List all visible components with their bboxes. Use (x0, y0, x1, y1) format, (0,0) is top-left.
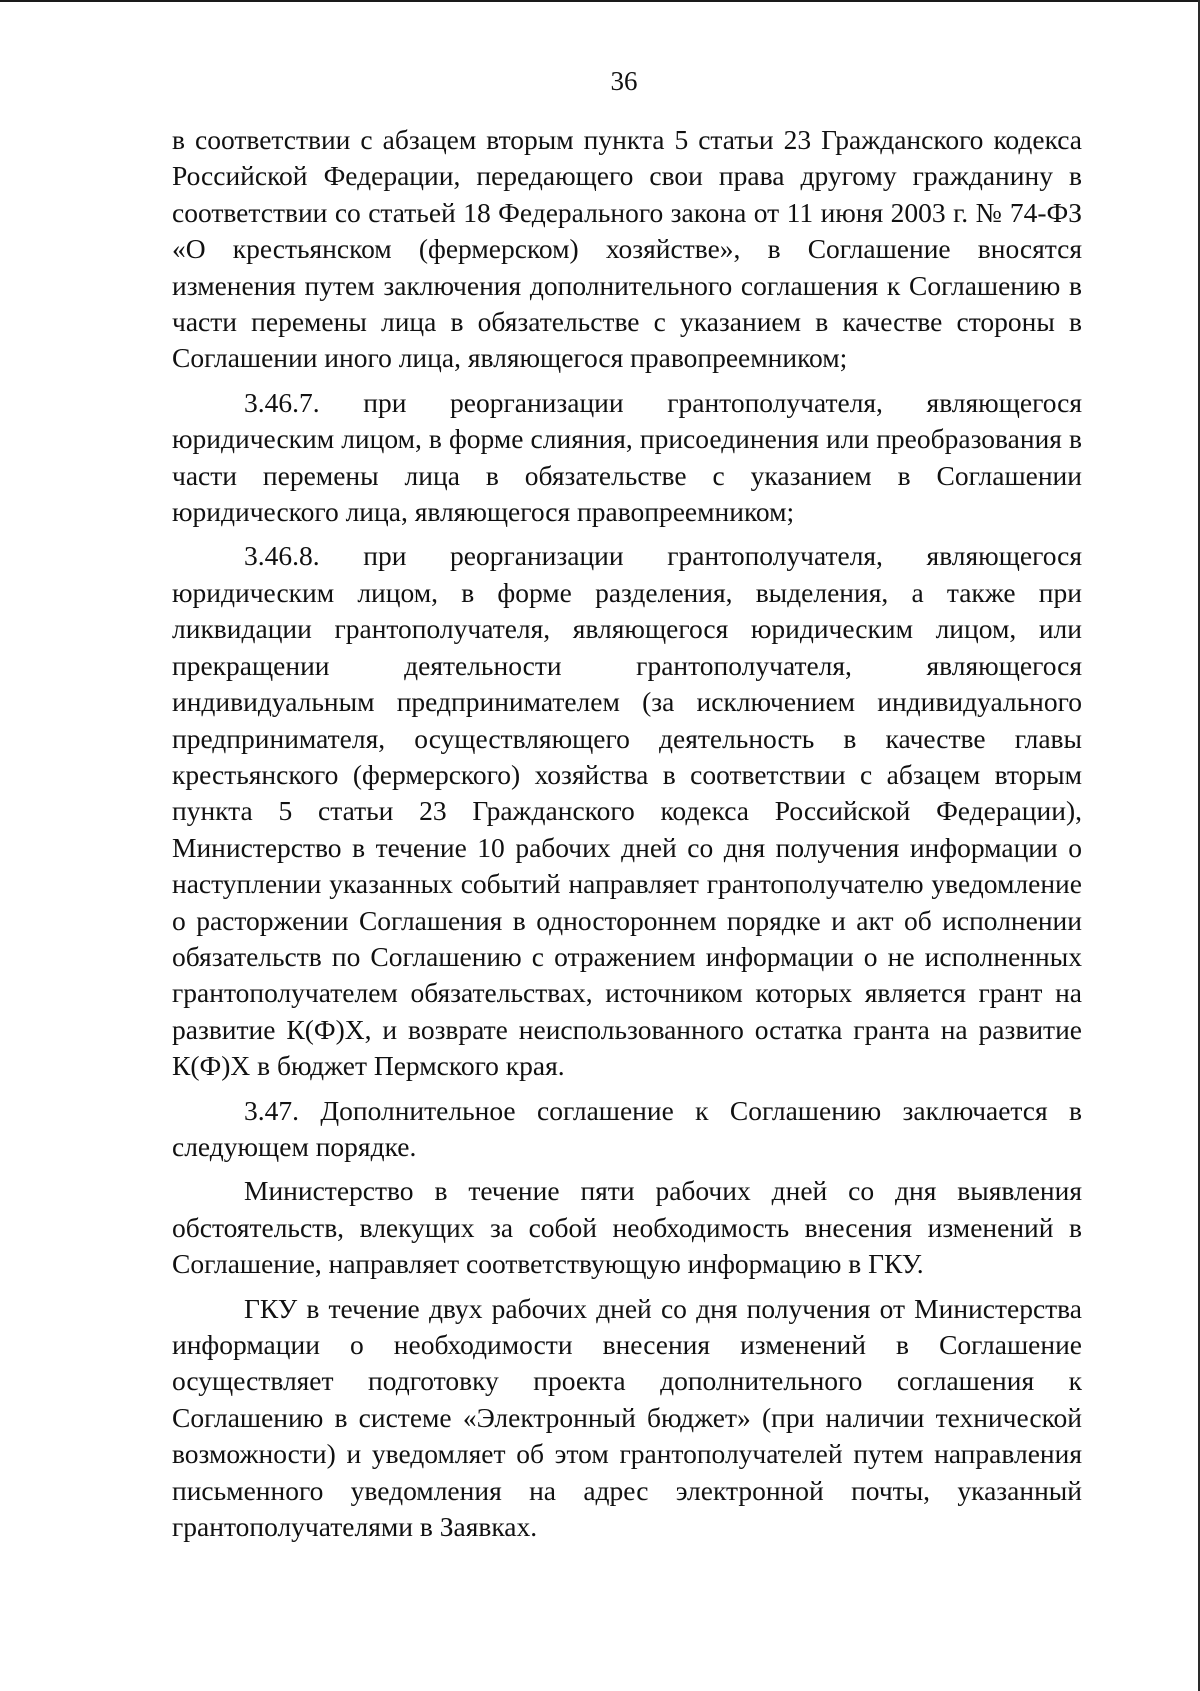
paragraph-gku-procedure: ГКУ в течение двух рабочих дней со дня получения от Министерства информации о необходимости внесения изменений в Соглашение осуществляет подготовку проекта дополнительного соглашения к Соглашению в системе «Электронный бюджет» (при наличии технической возможности) и уведомляет об этом грантополучателей путем направления письменного уведомления на адрес электронной почты, указанный грантополучателями в Заявках. (172, 1292, 1082, 1543)
paragraph-3-46-7: 3.46.7. при реорганизации грантополучателя, являющегося юридическим лицом, в форме слияния, присоединения или преобразования в части перемены лица в обязательстве с указанием в Соглашении юридического лица, являющегося правопреемником; (172, 386, 1082, 528)
page-top-edge (0, 0, 1200, 2)
document-body (172, 122, 1082, 1545)
paragraph-ministry-notice: Министерство в течение пяти рабочих дней со дня выявления обстоятельств, влекущих за собой необходимость внесения изменений в Соглашение, направляет соответствующую информацию в ГКУ. (172, 1175, 1082, 1280)
paragraph-3-46-8: 3.46.8. при реорганизации грантополучателя, являющегося юридическим лицом, в форме разделения, выделения, а также при ликвидации грантополучателя, являющегося юридическим лицом, или прекращении деятельности грантополучателя, являющегося индивидуальным предпринимателем (за исключением индивидуального предпринимателя, осуществляющего деятельность в качестве главы крестьянского (фермерского) хозяйства в соответствии с абзацем вторым пункта 5 статьи 23 Гражданского кодекса Российской Федерации), Министерство в течение 10 рабочих дней со дня получения информации о наступлении указанных событий направляет грантополучателю уведомление о расторжении Соглашения в одностороннем порядке и акт об исполнении обязательств по Соглашению с отражением информации о не исполненных грантополучателем обязательствах, источником которых является грант на развитие К(Ф)Х, и возврате неиспользованного остатка гранта на развитие К(Ф)Х в бюджет Пермского края. (172, 540, 1082, 1082)
page-number: 36 (610, 66, 638, 96)
paragraph-continuation: в соответствии с абзацем вторым пункта 5 статьи 23 Гражданского кодекса Российской Федерации, передающего свои права другому гражданину в соответствии со статьей 18 Федерального закона от 11 июня 2003 г. № 74-ФЗ «О крестьянском (фермерском) хозяйстве», в Соглашение вносятся изменения путем заключения дополнительного соглашения к Соглашению в части перемены лица в обязательстве с указанием в качестве стороны в Соглашении иного лица, являющегося правопреемником; (172, 124, 1082, 374)
paragraph-3-47: 3.47. Дополнительное соглашение к Соглашению заключается в следующем порядке. (172, 1094, 1082, 1162)
